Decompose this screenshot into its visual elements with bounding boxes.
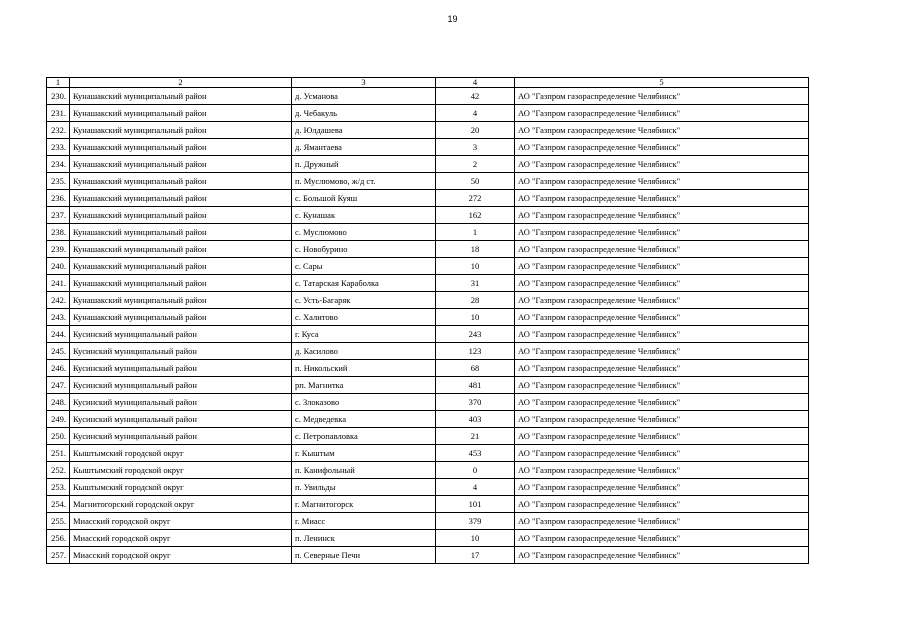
table-row (47, 326, 809, 343)
count-cell: 31 (436, 275, 515, 292)
table-row (47, 479, 809, 496)
district-cell: Миасский городской округ (70, 530, 292, 547)
settlement-cell: д. Ямантаева (292, 139, 436, 156)
row-number-cell: 247. (47, 377, 70, 394)
organization-cell: АО "Газпром газораспределение Челябинск" (515, 275, 809, 292)
organization-cell: АО "Газпром газораспределение Челябинск" (515, 360, 809, 377)
district-cell: Кунашакский муниципальный район (70, 139, 292, 156)
settlement-cell: п. Ленинск (292, 530, 436, 547)
table-row (47, 496, 809, 513)
organization-cell: АО "Газпром газораспределение Челябинск" (515, 156, 809, 173)
table-row (47, 156, 809, 173)
table-row (47, 224, 809, 241)
settlement-cell: с. Халитово (292, 309, 436, 326)
page-number: 19 (447, 14, 458, 24)
column-header-3: 3 (292, 78, 436, 88)
district-cell: Кунашакский муниципальный район (70, 122, 292, 139)
settlement-cell: п. Никольский (292, 360, 436, 377)
row-number-cell: 252. (47, 462, 70, 479)
count-cell: 403 (436, 411, 515, 428)
settlement-cell: с. Усть-Багаряк (292, 292, 436, 309)
district-cell: Кунашакский муниципальный район (70, 292, 292, 309)
settlement-cell: д. Усманова (292, 88, 436, 105)
count-cell: 50 (436, 173, 515, 190)
settlement-cell: г. Куса (292, 326, 436, 343)
organization-cell: АО "Газпром газораспределение Челябинск" (515, 207, 809, 224)
count-cell: 0 (436, 462, 515, 479)
count-cell: 123 (436, 343, 515, 360)
settlement-cell: д. Касилово (292, 343, 436, 360)
organization-cell: АО "Газпром газораспределение Челябинск" (515, 105, 809, 122)
table-row (47, 530, 809, 547)
table-row (47, 258, 809, 275)
row-number-cell: 255. (47, 513, 70, 530)
district-cell: Кунашакский муниципальный район (70, 156, 292, 173)
table-row (47, 462, 809, 479)
organization-cell: АО "Газпром газораспределение Челябинск" (515, 411, 809, 428)
settlement-cell: с. Злоказово (292, 394, 436, 411)
district-cell: Кунашакский муниципальный район (70, 224, 292, 241)
district-cell: Кыштымский городской округ (70, 462, 292, 479)
count-cell: 3 (436, 139, 515, 156)
count-cell: 28 (436, 292, 515, 309)
row-number-cell: 232. (47, 122, 70, 139)
row-number-cell: 248. (47, 394, 70, 411)
district-cell: Кунашакский муниципальный район (70, 309, 292, 326)
district-cell: Магнитогорский городской округ (70, 496, 292, 513)
organization-cell: АО "Газпром газораспределение Челябинск" (515, 309, 809, 326)
count-cell: 101 (436, 496, 515, 513)
settlement-cell: г. Кыштым (292, 445, 436, 462)
district-cell: Кусинский муниципальный район (70, 360, 292, 377)
count-cell: 4 (436, 479, 515, 496)
settlement-cell: с. Татарская Караболка (292, 275, 436, 292)
settlement-cell: п. Муслюмово, ж/д ст. (292, 173, 436, 190)
district-cell: Кыштымский городской округ (70, 479, 292, 496)
district-cell: Кусинский муниципальный район (70, 326, 292, 343)
organization-cell: АО "Газпром газораспределение Челябинск" (515, 377, 809, 394)
table-row (47, 275, 809, 292)
district-cell: Кусинский муниципальный район (70, 377, 292, 394)
settlement-cell: д. Юлдашева (292, 122, 436, 139)
settlement-cell: с. Сары (292, 258, 436, 275)
organization-cell: АО "Газпром газораспределение Челябинск" (515, 173, 809, 190)
settlement-cell: с. Кунашак (292, 207, 436, 224)
table-row (47, 139, 809, 156)
row-number-cell: 234. (47, 156, 70, 173)
table-row (47, 445, 809, 462)
count-cell: 162 (436, 207, 515, 224)
table-row (47, 377, 809, 394)
gasification-table (46, 77, 809, 564)
count-cell: 379 (436, 513, 515, 530)
table-row (47, 173, 809, 190)
district-cell: Кунашакский муниципальный район (70, 88, 292, 105)
table-row (47, 343, 809, 360)
settlement-cell: с. Петропавловка (292, 428, 436, 445)
table-row (47, 292, 809, 309)
row-number-cell: 237. (47, 207, 70, 224)
count-cell: 21 (436, 428, 515, 445)
district-cell: Кунашакский муниципальный район (70, 258, 292, 275)
table-row (47, 428, 809, 445)
organization-cell: АО "Газпром газораспределение Челябинск" (515, 122, 809, 139)
row-number-cell: 231. (47, 105, 70, 122)
organization-cell: АО "Газпром газораспределение Челябинск" (515, 224, 809, 241)
organization-cell: АО "Газпром газораспределение Челябинск" (515, 326, 809, 343)
count-cell: 68 (436, 360, 515, 377)
row-number-cell: 239. (47, 241, 70, 258)
row-number-cell: 249. (47, 411, 70, 428)
row-number-cell: 245. (47, 343, 70, 360)
settlement-cell: рп. Магнитка (292, 377, 436, 394)
table-row (47, 122, 809, 139)
table-row (47, 190, 809, 207)
district-cell: Миасский городской округ (70, 547, 292, 564)
count-cell: 17 (436, 547, 515, 564)
count-cell: 18 (436, 241, 515, 258)
district-cell: Кусинский муниципальный район (70, 428, 292, 445)
district-cell: Кунашакский муниципальный район (70, 207, 292, 224)
count-cell: 20 (436, 122, 515, 139)
table-row (47, 105, 809, 122)
row-number-cell: 257. (47, 547, 70, 564)
row-number-cell: 246. (47, 360, 70, 377)
column-header-4: 4 (436, 78, 515, 88)
row-number-cell: 236. (47, 190, 70, 207)
column-header-2: 2 (70, 78, 292, 88)
table-row (47, 360, 809, 377)
row-number-cell: 241. (47, 275, 70, 292)
district-cell: Кусинский муниципальный район (70, 411, 292, 428)
district-cell: Кусинский муниципальный район (70, 343, 292, 360)
row-number-cell: 238. (47, 224, 70, 241)
count-cell: 453 (436, 445, 515, 462)
settlement-cell: п. Канифольный (292, 462, 436, 479)
district-cell: Кусинский муниципальный район (70, 394, 292, 411)
row-number-cell: 235. (47, 173, 70, 190)
row-number-cell: 244. (47, 326, 70, 343)
table-row (47, 207, 809, 224)
count-cell: 1 (436, 224, 515, 241)
count-cell: 10 (436, 309, 515, 326)
row-number-cell: 240. (47, 258, 70, 275)
district-cell: Кунашакский муниципальный район (70, 241, 292, 258)
organization-cell: АО "Газпром газораспределение Челябинск" (515, 241, 809, 258)
organization-cell: АО "Газпром газораспределение Челябинск" (515, 394, 809, 411)
count-cell: 370 (436, 394, 515, 411)
table-row (47, 547, 809, 564)
organization-cell: АО "Газпром газораспределение Челябинск" (515, 496, 809, 513)
count-cell: 243 (436, 326, 515, 343)
organization-cell: АО "Газпром газораспределение Челябинск" (515, 513, 809, 530)
row-number-cell: 256. (47, 530, 70, 547)
count-cell: 10 (436, 258, 515, 275)
row-number-cell: 230. (47, 88, 70, 105)
district-cell: Кунашакский муниципальный район (70, 275, 292, 292)
district-cell: Миасский городской округ (70, 513, 292, 530)
organization-cell: АО "Газпром газораспределение Челябинск" (515, 428, 809, 445)
table-body (47, 88, 809, 564)
column-header-5: 5 (515, 78, 809, 88)
row-number-cell: 243. (47, 309, 70, 326)
row-number-cell: 242. (47, 292, 70, 309)
count-cell: 10 (436, 530, 515, 547)
column-header-1: 1 (47, 78, 70, 88)
organization-cell: АО "Газпром газораспределение Челябинск" (515, 462, 809, 479)
count-cell: 4 (436, 105, 515, 122)
settlement-cell: п. Северные Печи (292, 547, 436, 564)
table-row (47, 411, 809, 428)
table-row (47, 88, 809, 105)
organization-cell: АО "Газпром газораспределение Челябинск" (515, 190, 809, 207)
organization-cell: АО "Газпром газораспределение Челябинск" (515, 343, 809, 360)
row-number-cell: 251. (47, 445, 70, 462)
settlement-cell: г. Магнитогорск (292, 496, 436, 513)
settlement-cell: с. Большой Куяш (292, 190, 436, 207)
organization-cell: АО "Газпром газораспределение Челябинск" (515, 88, 809, 105)
settlement-cell: п. Дружный (292, 156, 436, 173)
settlement-cell: с. Муслюмово (292, 224, 436, 241)
district-cell: Кыштымский городской округ (70, 445, 292, 462)
count-cell: 272 (436, 190, 515, 207)
count-cell: 2 (436, 156, 515, 173)
organization-cell: АО "Газпром газораспределение Челябинск" (515, 445, 809, 462)
row-number-cell: 250. (47, 428, 70, 445)
table-row (47, 513, 809, 530)
organization-cell: АО "Газпром газораспределение Челябинск" (515, 139, 809, 156)
district-cell: Кунашакский муниципальный район (70, 105, 292, 122)
table-row (47, 241, 809, 258)
settlement-cell: д. Чебакуль (292, 105, 436, 122)
count-cell: 481 (436, 377, 515, 394)
organization-cell: АО "Газпром газораспределение Челябинск" (515, 479, 809, 496)
settlement-cell: с. Новобурино (292, 241, 436, 258)
settlement-cell: с. Медведевка (292, 411, 436, 428)
table-row (47, 394, 809, 411)
row-number-cell: 254. (47, 496, 70, 513)
count-cell: 42 (436, 88, 515, 105)
row-number-cell: 253. (47, 479, 70, 496)
row-number-cell: 233. (47, 139, 70, 156)
settlement-cell: г. Миасс (292, 513, 436, 530)
district-cell: Кунашакский муниципальный район (70, 173, 292, 190)
organization-cell: АО "Газпром газораспределение Челябинск" (515, 292, 809, 309)
district-cell: Кунашакский муниципальный район (70, 190, 292, 207)
organization-cell: АО "Газпром газораспределение Челябинск" (515, 258, 809, 275)
settlement-cell: п. Увильды (292, 479, 436, 496)
table-row (47, 309, 809, 326)
column-number-row (47, 78, 809, 88)
organization-cell: АО "Газпром газораспределение Челябинск" (515, 530, 809, 547)
organization-cell: АО "Газпром газораспределение Челябинск" (515, 547, 809, 564)
